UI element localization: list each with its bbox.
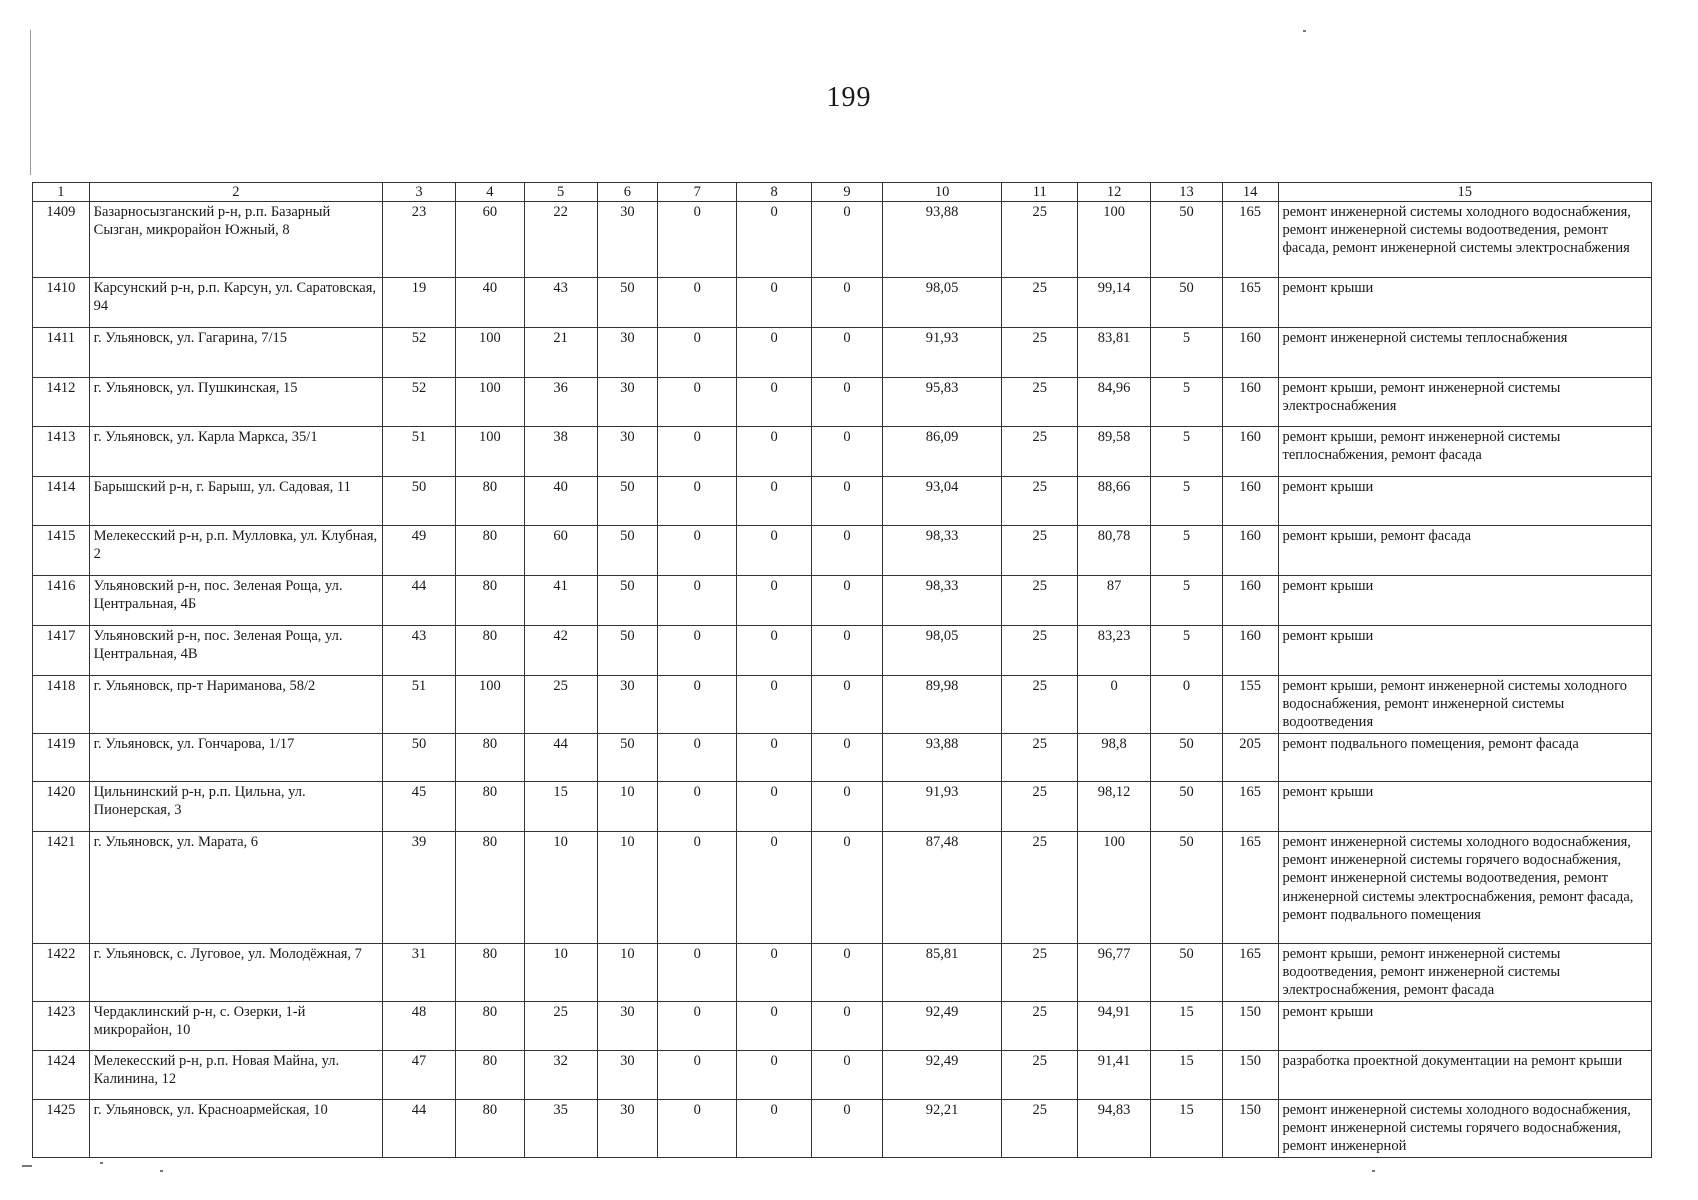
- value-cell: 25: [1002, 626, 1078, 676]
- value-cell: 0: [737, 1001, 812, 1050]
- value-cell: 0: [658, 328, 737, 378]
- value-cell: 60: [455, 202, 524, 278]
- value-cell: 98,33: [882, 526, 1001, 576]
- value-cell: 15: [1151, 1001, 1223, 1050]
- value-cell: 160: [1222, 378, 1278, 427]
- value-cell: 0: [812, 676, 883, 734]
- value-cell: 0: [737, 1099, 812, 1157]
- value-cell: 15: [1151, 1099, 1223, 1157]
- registry-table: [32, 182, 1652, 1158]
- value-cell: 50: [1151, 832, 1223, 944]
- column-header: 8: [737, 183, 812, 202]
- value-cell: 40: [524, 477, 597, 526]
- value-cell: 0: [812, 526, 883, 576]
- column-header: 9: [812, 183, 883, 202]
- value-cell: 25: [1002, 526, 1078, 576]
- address-cell: Мелекесский р-н, р.п. Мулловка, ул. Клубная, 2: [89, 526, 382, 576]
- value-cell: 0: [658, 202, 737, 278]
- value-cell: 31: [383, 944, 456, 1001]
- table-row: [33, 832, 1652, 944]
- value-cell: 25: [1002, 328, 1078, 378]
- value-cell: 35: [524, 1099, 597, 1157]
- value-cell: 80,78: [1078, 526, 1151, 576]
- column-header: 1: [33, 183, 90, 202]
- value-cell: 0: [812, 1050, 883, 1099]
- column-header: 15: [1278, 183, 1652, 202]
- scan-speck: [100, 1162, 103, 1164]
- value-cell: 100: [455, 378, 524, 427]
- column-header: 3: [383, 183, 456, 202]
- value-cell: 44: [524, 734, 597, 782]
- value-cell: 40: [455, 278, 524, 328]
- value-cell: 50: [383, 734, 456, 782]
- value-cell: 85,81: [882, 944, 1001, 1001]
- value-cell: 0: [812, 626, 883, 676]
- address-cell: Барышский р-н, г. Барыш, ул. Садовая, 11: [89, 477, 382, 526]
- value-cell: 5: [1151, 328, 1223, 378]
- value-cell: 91,93: [882, 328, 1001, 378]
- value-cell: 50: [597, 576, 658, 626]
- table-row: [33, 202, 1652, 278]
- table-row: [33, 1050, 1652, 1099]
- works-cell: ремонт крыши: [1278, 576, 1652, 626]
- value-cell: 99,14: [1078, 278, 1151, 328]
- value-cell: 165: [1222, 202, 1278, 278]
- value-cell: 160: [1222, 427, 1278, 477]
- value-cell: 91,41: [1078, 1050, 1151, 1099]
- value-cell: 19: [383, 278, 456, 328]
- address-cell: г. Ульяновск, ул. Гагарина, 7/15: [89, 328, 382, 378]
- address-cell: г. Ульяновск, пр-т Нариманова, 58/2: [89, 676, 382, 734]
- works-cell: ремонт инженерной системы холодного водоснабжения, ремонт инженерной системы водоотведения, ремонт фасада, ремонт инженерной системы электроснабжения: [1278, 202, 1652, 278]
- value-cell: 44: [383, 576, 456, 626]
- value-cell: 25: [1002, 427, 1078, 477]
- value-cell: 98,05: [882, 278, 1001, 328]
- page-number: 199: [826, 82, 872, 113]
- value-cell: 10: [524, 832, 597, 944]
- value-cell: 25: [524, 676, 597, 734]
- table-row: [33, 378, 1652, 427]
- table-row: [33, 782, 1652, 832]
- value-cell: 94,83: [1078, 1099, 1151, 1157]
- value-cell: 0: [737, 278, 812, 328]
- value-cell: 205: [1222, 734, 1278, 782]
- value-cell: 0: [812, 378, 883, 427]
- value-cell: 88,66: [1078, 477, 1151, 526]
- value-cell: 80: [455, 944, 524, 1001]
- address-cell: Ульяновский р-н, пос. Зеленая Роща, ул. Центральная, 4В: [89, 626, 382, 676]
- value-cell: 25: [1002, 1001, 1078, 1050]
- column-header: 6: [597, 183, 658, 202]
- value-cell: 41: [524, 576, 597, 626]
- value-cell: 0: [658, 734, 737, 782]
- value-cell: 5: [1151, 576, 1223, 626]
- value-cell: 0: [737, 676, 812, 734]
- table-row: [33, 477, 1652, 526]
- value-cell: 165: [1222, 832, 1278, 944]
- value-cell: 165: [1222, 278, 1278, 328]
- value-cell: 15: [524, 782, 597, 832]
- row-number-cell: 1419: [33, 734, 90, 782]
- value-cell: 165: [1222, 944, 1278, 1001]
- value-cell: 0: [812, 328, 883, 378]
- value-cell: 165: [1222, 782, 1278, 832]
- value-cell: 25: [1002, 832, 1078, 944]
- works-cell: ремонт крыши: [1278, 1001, 1652, 1050]
- table-row: [33, 944, 1652, 1001]
- value-cell: 0: [1078, 676, 1151, 734]
- value-cell: 89,58: [1078, 427, 1151, 477]
- value-cell: 80: [455, 782, 524, 832]
- value-cell: 30: [597, 378, 658, 427]
- table-row: [33, 1099, 1652, 1157]
- value-cell: 0: [737, 526, 812, 576]
- value-cell: 100: [455, 427, 524, 477]
- value-cell: 0: [658, 1001, 737, 1050]
- value-cell: 0: [812, 1099, 883, 1157]
- row-number-cell: 1409: [33, 202, 90, 278]
- value-cell: 93,88: [882, 202, 1001, 278]
- value-cell: 36: [524, 378, 597, 427]
- row-number-cell: 1413: [33, 427, 90, 477]
- value-cell: 50: [1151, 278, 1223, 328]
- works-cell: ремонт крыши, ремонт инженерной системы электроснабжения: [1278, 378, 1652, 427]
- value-cell: 0: [737, 944, 812, 1001]
- value-cell: 25: [524, 1001, 597, 1050]
- value-cell: 93,04: [882, 477, 1001, 526]
- value-cell: 80: [455, 1001, 524, 1050]
- value-cell: 87: [1078, 576, 1151, 626]
- header-row: [33, 183, 1652, 202]
- table-row: [33, 626, 1652, 676]
- value-cell: 30: [597, 1001, 658, 1050]
- value-cell: 25: [1002, 1099, 1078, 1157]
- works-cell: ремонт подвального помещения, ремонт фасада: [1278, 734, 1652, 782]
- value-cell: 23: [383, 202, 456, 278]
- address-cell: Базарносызганский р-н, р.п. Базарный Сызган, микрорайон Южный, 8: [89, 202, 382, 278]
- value-cell: 0: [658, 832, 737, 944]
- row-number-cell: 1417: [33, 626, 90, 676]
- value-cell: 0: [737, 1050, 812, 1099]
- address-cell: г. Ульяновск, ул. Гончарова, 1/17: [89, 734, 382, 782]
- value-cell: 15: [1151, 1050, 1223, 1099]
- value-cell: 10: [597, 832, 658, 944]
- value-cell: 0: [812, 832, 883, 944]
- row-number-cell: 1415: [33, 526, 90, 576]
- row-number-cell: 1418: [33, 676, 90, 734]
- value-cell: 39: [383, 832, 456, 944]
- value-cell: 84,96: [1078, 378, 1151, 427]
- value-cell: 45: [383, 782, 456, 832]
- value-cell: 160: [1222, 328, 1278, 378]
- value-cell: 98,05: [882, 626, 1001, 676]
- value-cell: 0: [812, 477, 883, 526]
- value-cell: 25: [1002, 944, 1078, 1001]
- value-cell: 30: [597, 1050, 658, 1099]
- value-cell: 25: [1002, 378, 1078, 427]
- column-header: 12: [1078, 183, 1151, 202]
- value-cell: 160: [1222, 477, 1278, 526]
- value-cell: 160: [1222, 576, 1278, 626]
- value-cell: 22: [524, 202, 597, 278]
- column-header: 10: [882, 183, 1001, 202]
- works-cell: ремонт инженерной системы холодного водоснабжения, ремонт инженерной системы горячего водоснабжения, ремонт инженерной: [1278, 1099, 1652, 1157]
- table-row: [33, 676, 1652, 734]
- value-cell: 25: [1002, 676, 1078, 734]
- value-cell: 80: [455, 626, 524, 676]
- works-cell: ремонт крыши: [1278, 278, 1652, 328]
- table-row: [33, 278, 1652, 328]
- value-cell: 5: [1151, 427, 1223, 477]
- value-cell: 0: [658, 576, 737, 626]
- value-cell: 0: [658, 782, 737, 832]
- value-cell: 30: [597, 1099, 658, 1157]
- column-header: 13: [1151, 183, 1223, 202]
- address-cell: Чердаклинский р-н, с. Озерки, 1-й микрорайон, 10: [89, 1001, 382, 1050]
- works-cell: ремонт крыши, ремонт инженерной системы теплоснабжения, ремонт фасада: [1278, 427, 1652, 477]
- value-cell: 80: [455, 734, 524, 782]
- value-cell: 0: [737, 477, 812, 526]
- works-cell: ремонт крыши, ремонт фасада: [1278, 526, 1652, 576]
- value-cell: 25: [1002, 477, 1078, 526]
- value-cell: 50: [383, 477, 456, 526]
- value-cell: 0: [658, 1099, 737, 1157]
- value-cell: 0: [658, 676, 737, 734]
- row-number-cell: 1416: [33, 576, 90, 626]
- value-cell: 0: [812, 278, 883, 328]
- value-cell: 60: [524, 526, 597, 576]
- value-cell: 83,81: [1078, 328, 1151, 378]
- value-cell: 25: [1002, 278, 1078, 328]
- value-cell: 10: [597, 944, 658, 1001]
- value-cell: 98,8: [1078, 734, 1151, 782]
- value-cell: 10: [524, 944, 597, 1001]
- value-cell: 0: [737, 328, 812, 378]
- value-cell: 50: [597, 734, 658, 782]
- value-cell: 0: [658, 477, 737, 526]
- row-number-cell: 1414: [33, 477, 90, 526]
- works-cell: ремонт крыши, ремонт инженерной системы водоотведения, ремонт инженерной системы электроснабжения, ремонт фасада: [1278, 944, 1652, 1001]
- value-cell: 0: [812, 944, 883, 1001]
- value-cell: 100: [455, 676, 524, 734]
- value-cell: 80: [455, 576, 524, 626]
- value-cell: 50: [1151, 782, 1223, 832]
- value-cell: 0: [737, 202, 812, 278]
- table-row: [33, 427, 1652, 477]
- value-cell: 0: [812, 576, 883, 626]
- value-cell: 25: [1002, 576, 1078, 626]
- address-cell: г. Ульяновск, ул. Карла Маркса, 35/1: [89, 427, 382, 477]
- row-number-cell: 1423: [33, 1001, 90, 1050]
- value-cell: 0: [737, 782, 812, 832]
- scan-speck: [1303, 30, 1306, 32]
- scan-speck: [160, 1170, 163, 1172]
- row-number-cell: 1425: [33, 1099, 90, 1157]
- value-cell: 0: [658, 526, 737, 576]
- value-cell: 30: [597, 676, 658, 734]
- value-cell: 0: [658, 278, 737, 328]
- value-cell: 50: [1151, 202, 1223, 278]
- address-cell: г. Ульяновск, ул. Марата, 6: [89, 832, 382, 944]
- value-cell: 100: [1078, 202, 1151, 278]
- value-cell: 98,12: [1078, 782, 1151, 832]
- value-cell: 43: [383, 626, 456, 676]
- value-cell: 155: [1222, 676, 1278, 734]
- row-number-cell: 1424: [33, 1050, 90, 1099]
- value-cell: 50: [1151, 944, 1223, 1001]
- value-cell: 25: [1002, 782, 1078, 832]
- value-cell: 150: [1222, 1050, 1278, 1099]
- value-cell: 10: [597, 782, 658, 832]
- value-cell: 80: [455, 1050, 524, 1099]
- value-cell: 92,49: [882, 1050, 1001, 1099]
- value-cell: 50: [597, 526, 658, 576]
- row-number-cell: 1421: [33, 832, 90, 944]
- value-cell: 0: [658, 626, 737, 676]
- value-cell: 43: [524, 278, 597, 328]
- table-row: [33, 576, 1652, 626]
- value-cell: 0: [1151, 676, 1223, 734]
- value-cell: 80: [455, 832, 524, 944]
- value-cell: 0: [812, 202, 883, 278]
- row-number-cell: 1420: [33, 782, 90, 832]
- address-cell: Карсунский р-н, р.п. Карсун, ул. Саратовская, 94: [89, 278, 382, 328]
- value-cell: 92,21: [882, 1099, 1001, 1157]
- value-cell: 25: [1002, 734, 1078, 782]
- value-cell: 48: [383, 1001, 456, 1050]
- value-cell: 30: [597, 427, 658, 477]
- table-row: [33, 734, 1652, 782]
- works-cell: ремонт крыши: [1278, 477, 1652, 526]
- value-cell: 0: [737, 576, 812, 626]
- value-cell: 0: [737, 832, 812, 944]
- value-cell: 100: [1078, 832, 1151, 944]
- column-header: 5: [524, 183, 597, 202]
- value-cell: 86,09: [882, 427, 1001, 477]
- address-cell: Цильнинский р-н, р.п. Цильна, ул. Пионерская, 3: [89, 782, 382, 832]
- value-cell: 87,48: [882, 832, 1001, 944]
- value-cell: 80: [455, 1099, 524, 1157]
- value-cell: 0: [737, 734, 812, 782]
- value-cell: 93,88: [882, 734, 1001, 782]
- address-cell: г. Ульяновск, с. Луговое, ул. Молодёжная, 7: [89, 944, 382, 1001]
- value-cell: 80: [455, 477, 524, 526]
- scan-speck: [22, 1165, 32, 1167]
- value-cell: 0: [812, 427, 883, 477]
- works-cell: разработка проектной документации на ремонт крыши: [1278, 1050, 1652, 1099]
- value-cell: 38: [524, 427, 597, 477]
- value-cell: 0: [812, 1001, 883, 1050]
- value-cell: 92,49: [882, 1001, 1001, 1050]
- column-header: 11: [1002, 183, 1078, 202]
- value-cell: 50: [597, 278, 658, 328]
- value-cell: 49: [383, 526, 456, 576]
- value-cell: 50: [597, 626, 658, 676]
- row-number-cell: 1412: [33, 378, 90, 427]
- works-cell: ремонт инженерной системы теплоснабжения: [1278, 328, 1652, 378]
- value-cell: 100: [455, 328, 524, 378]
- works-cell: ремонт крыши: [1278, 626, 1652, 676]
- value-cell: 30: [597, 202, 658, 278]
- value-cell: 0: [812, 734, 883, 782]
- value-cell: 30: [597, 328, 658, 378]
- address-cell: Ульяновский р-н, пос. Зеленая Роща, ул. Центральная, 4Б: [89, 576, 382, 626]
- value-cell: 95,83: [882, 378, 1001, 427]
- column-header: 14: [1222, 183, 1278, 202]
- address-cell: г. Ульяновск, ул. Пушкинская, 15: [89, 378, 382, 427]
- value-cell: 0: [812, 782, 883, 832]
- value-cell: 5: [1151, 378, 1223, 427]
- value-cell: 0: [737, 378, 812, 427]
- value-cell: 5: [1151, 526, 1223, 576]
- value-cell: 42: [524, 626, 597, 676]
- address-cell: Мелекесский р-н, р.п. Новая Майна, ул. Калинина, 12: [89, 1050, 382, 1099]
- value-cell: 50: [1151, 734, 1223, 782]
- value-cell: 89,98: [882, 676, 1001, 734]
- value-cell: 52: [383, 328, 456, 378]
- value-cell: 0: [737, 626, 812, 676]
- value-cell: 25: [1002, 202, 1078, 278]
- value-cell: 47: [383, 1050, 456, 1099]
- value-cell: 94,91: [1078, 1001, 1151, 1050]
- value-cell: 0: [658, 378, 737, 427]
- works-cell: ремонт крыши: [1278, 782, 1652, 832]
- value-cell: 50: [597, 477, 658, 526]
- value-cell: 51: [383, 427, 456, 477]
- value-cell: 25: [1002, 1050, 1078, 1099]
- table-row: [33, 328, 1652, 378]
- works-cell: ремонт крыши, ремонт инженерной системы холодного водоснабжения, ремонт инженерной системы водоотведения: [1278, 676, 1652, 734]
- value-cell: 96,77: [1078, 944, 1151, 1001]
- row-number-cell: 1410: [33, 278, 90, 328]
- value-cell: 5: [1151, 626, 1223, 676]
- value-cell: 44: [383, 1099, 456, 1157]
- table-body: [33, 202, 1652, 1157]
- value-cell: 0: [737, 427, 812, 477]
- value-cell: 150: [1222, 1001, 1278, 1050]
- column-header: 4: [455, 183, 524, 202]
- value-cell: 5: [1151, 477, 1223, 526]
- value-cell: 52: [383, 378, 456, 427]
- value-cell: 91,93: [882, 782, 1001, 832]
- address-cell: г. Ульяновск, ул. Красноармейская, 10: [89, 1099, 382, 1157]
- value-cell: 160: [1222, 626, 1278, 676]
- row-number-cell: 1411: [33, 328, 90, 378]
- table-row: [33, 1001, 1652, 1050]
- value-cell: 51: [383, 676, 456, 734]
- value-cell: 0: [658, 944, 737, 1001]
- value-cell: 98,33: [882, 576, 1001, 626]
- value-cell: 32: [524, 1050, 597, 1099]
- value-cell: 0: [658, 427, 737, 477]
- works-cell: ремонт инженерной системы холодного водоснабжения, ремонт инженерной системы горячего водоснабжения, ремонт инженерной системы водоотведения, ремонт инженерной системы электроснабжения, ремонт фасада, ремонт подвального помещения: [1278, 832, 1652, 944]
- value-cell: 160: [1222, 526, 1278, 576]
- column-header: 2: [89, 183, 382, 202]
- table-row: [33, 526, 1652, 576]
- row-number-cell: 1422: [33, 944, 90, 1001]
- value-cell: 83,23: [1078, 626, 1151, 676]
- value-cell: 0: [658, 1050, 737, 1099]
- value-cell: 80: [455, 526, 524, 576]
- scan-speck: [1372, 1170, 1375, 1172]
- value-cell: 21: [524, 328, 597, 378]
- value-cell: 150: [1222, 1099, 1278, 1157]
- column-header: 7: [658, 183, 737, 202]
